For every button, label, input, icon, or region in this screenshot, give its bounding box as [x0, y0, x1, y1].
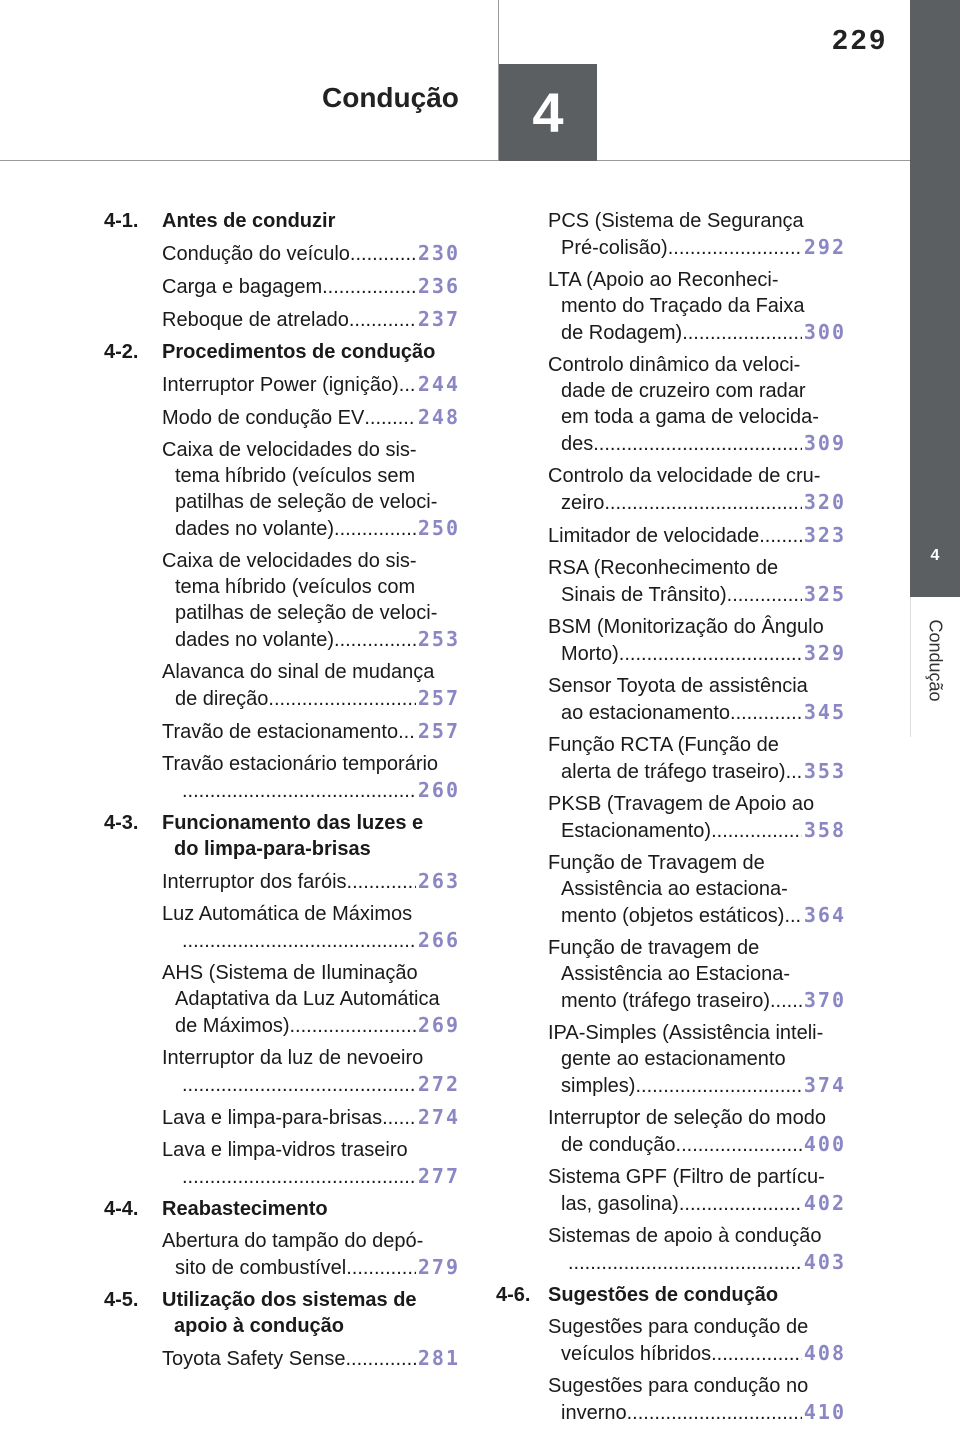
page-reference-link[interactable]: 400	[803, 1132, 846, 1156]
page-reference-link[interactable]: 250	[417, 516, 460, 540]
dot-leader	[627, 1400, 802, 1426]
dot-leader	[399, 372, 416, 398]
dot-leader	[668, 235, 802, 261]
entry-text-line: Sugestões para condução no	[548, 1375, 809, 1397]
entry-text-line: Toyota Safety Sense	[162, 1348, 346, 1370]
entry-text-line: LTA (Apoio ao Reconheci-	[548, 269, 779, 291]
toc-entry[interactable]	[548, 555, 846, 608]
page-reference-link[interactable]: 410	[803, 1400, 846, 1424]
toc-entry[interactable]	[162, 1104, 460, 1131]
entry-text-line: patilhas de seleção de veloci-	[175, 602, 438, 624]
toc-left-column	[104, 208, 460, 1378]
section-title-line: do limpa-para-brisas	[174, 838, 371, 860]
entry-text-line: zeiro	[561, 492, 605, 514]
entry-text-line: Sistemas de apoio à condução	[548, 1225, 822, 1247]
page-reference-link[interactable]: 236	[417, 274, 460, 298]
page-reference-link[interactable]: 402	[803, 1191, 846, 1215]
toc-entry[interactable]	[548, 791, 846, 844]
page-reference-link[interactable]: 353	[803, 759, 846, 783]
dot-leader	[635, 1073, 801, 1099]
toc-section-heading	[104, 339, 460, 365]
entry-text-line: Travão estacionário temporário	[162, 753, 439, 775]
section-title-line: Utilização dos sistemas de	[162, 1289, 417, 1311]
toc-entry[interactable]	[162, 1045, 460, 1098]
dot-leader	[382, 1105, 416, 1131]
entry-text-line: Condução do veículo	[162, 243, 350, 265]
dot-leader	[346, 1255, 416, 1281]
chapter-title: Condução	[322, 82, 459, 113]
entry-text-line: AHS (Sistema de Iluminação	[162, 962, 418, 984]
toc-entry[interactable]	[162, 960, 460, 1039]
entry-text-line: patilhas de seleção de veloci-	[175, 491, 438, 513]
dot-leader	[711, 1341, 802, 1367]
toc-entry[interactable]	[162, 404, 460, 431]
section-title	[162, 339, 460, 365]
dot-leader	[568, 1250, 802, 1276]
page-reference-link[interactable]: 274	[417, 1105, 460, 1129]
entry-text-line: Adaptativa da Luz Automática	[175, 988, 440, 1010]
toc-entry[interactable]	[548, 1105, 846, 1158]
toc-entry[interactable]	[162, 1137, 460, 1190]
page-reference-link[interactable]: 279	[417, 1255, 460, 1279]
section-number: 4-5.	[104, 1289, 139, 1311]
entry-text-line: Sistema GPF (Filtro de partícu-	[548, 1166, 825, 1188]
toc-entry[interactable]	[548, 1373, 846, 1426]
entry-text-line: Interruptor da luz de nevoeiro	[162, 1047, 424, 1069]
section-number: 4-1.	[104, 210, 139, 232]
page-reference-link[interactable]: 325	[803, 582, 846, 606]
entry-text-line: Interruptor dos faróis	[162, 871, 347, 893]
entry-text-line: tema híbrido (veículos com	[175, 576, 416, 598]
toc-section-heading	[104, 1196, 460, 1222]
entry-text-line: PCS (Sistema de Segurança	[548, 210, 804, 232]
page-reference-link[interactable]: 269	[417, 1013, 460, 1037]
toc-section-heading	[496, 1282, 846, 1308]
entry-text-line: simples)	[561, 1075, 636, 1097]
toc-section-heading	[104, 810, 460, 862]
dot-leader	[727, 582, 802, 608]
header-rule	[0, 160, 910, 161]
entry-text-line: de direção	[175, 688, 269, 710]
section-title	[162, 208, 460, 234]
dot-leader	[784, 903, 801, 929]
entry-text-line: PKSB (Travagem de Apoio ao	[548, 793, 815, 815]
entry-text-line: de condução	[561, 1134, 676, 1156]
page-reference-link[interactable]: 266	[417, 928, 460, 952]
toc-entry[interactable]	[162, 718, 460, 745]
toc-entry[interactable]	[162, 306, 460, 333]
section-title	[162, 810, 460, 862]
entry-text-line: Alavanca do sinal de mudança	[162, 661, 435, 683]
entry-text-line: Assistência ao Estaciona-	[561, 963, 791, 985]
entry-text-line: em toda a gama de velocida-	[561, 406, 819, 428]
dot-leader	[730, 700, 802, 726]
entry-text-line: Sensor Toyota de assistência	[548, 675, 808, 697]
section-number: 4-3.	[104, 812, 139, 834]
dot-leader	[364, 405, 416, 431]
toc-entry[interactable]	[548, 463, 846, 516]
page-reference-link[interactable]: 244	[417, 372, 460, 396]
entry-text-line: ao estacionamento	[561, 702, 731, 724]
dot-leader	[182, 778, 416, 804]
page-reference-link[interactable]: 364	[803, 903, 846, 927]
toc-entry[interactable]	[548, 1314, 846, 1367]
dot-leader	[759, 523, 802, 549]
page-reference-link[interactable]: 248	[417, 405, 460, 429]
toc-entry[interactable]	[548, 1223, 846, 1276]
page-reference-link[interactable]: 260	[417, 778, 460, 802]
entry-text-line: Caixa de velocidades do sis-	[162, 439, 417, 461]
page-reference-link[interactable]: 281	[417, 1346, 460, 1370]
toc-entry[interactable]	[162, 751, 460, 804]
toc-entry[interactable]	[548, 522, 846, 549]
page-reference-link[interactable]: 320	[803, 490, 846, 514]
dot-leader	[786, 759, 802, 785]
toc-entry[interactable]	[548, 732, 846, 785]
toc-section-heading	[104, 1287, 460, 1339]
page-reference-link[interactable]: 272	[417, 1072, 460, 1096]
page-reference-link[interactable]: 323	[803, 523, 846, 547]
page-reference-link[interactable]: 237	[417, 307, 460, 331]
page-reference-link[interactable]: 300	[803, 320, 846, 344]
section-title-line: apoio à condução	[174, 1315, 345, 1337]
toc-entry[interactable]	[162, 437, 460, 542]
page-number: 229	[832, 24, 888, 55]
entry-text-line: Lava e limpa-vidros traseiro	[162, 1139, 408, 1161]
page-reference-link[interactable]: 257	[417, 686, 460, 710]
entry-text-line: dade de cruzeiro com radar	[561, 380, 806, 402]
entry-text-line: Sugestões para condução de	[548, 1316, 809, 1338]
entry-text-line: mento do Traçado da Faixa	[561, 295, 805, 317]
page-reference-link[interactable]: 292	[803, 235, 846, 259]
entry-text-line: des	[561, 433, 594, 455]
toc-entry[interactable]	[162, 1228, 460, 1281]
toc-entry[interactable]	[162, 659, 460, 712]
entry-text-line: Estacionamento)	[561, 820, 712, 842]
entry-text-line: RSA (Reconhecimento de	[548, 557, 779, 579]
page-reference-link[interactable]: 329	[803, 641, 846, 665]
section-title-line: Sugestões de condução	[548, 1284, 779, 1306]
entry-text-line: Pré-colisão)	[561, 237, 668, 259]
entry-text-line: Função de travagem de	[548, 937, 760, 959]
dot-leader	[349, 307, 416, 333]
section-title-line: Antes de conduzir	[162, 210, 336, 232]
section-number: 4-2.	[104, 341, 139, 363]
dot-leader	[182, 928, 416, 954]
dot-leader	[182, 1164, 416, 1190]
entry-text-line: Controlo da velocidade de cru-	[548, 465, 821, 487]
entry-text-line: Função de Travagem de	[548, 852, 765, 874]
page-reference-link[interactable]: 345	[803, 700, 846, 724]
entry-text-line: de Rodagem)	[561, 322, 683, 344]
entry-text-line: Morto)	[561, 643, 619, 665]
page-reference-link[interactable]: 263	[417, 869, 460, 893]
section-number: 4-6.	[496, 1284, 531, 1306]
entry-text-line: tema híbrido (veículos sem	[175, 465, 416, 487]
entry-text-line: las, gasolina)	[561, 1193, 679, 1215]
dot-leader	[322, 274, 416, 300]
chapter-number-box: 4	[499, 64, 597, 161]
page-reference-link[interactable]: 257	[417, 719, 460, 743]
entry-text-line: inverno	[561, 1402, 627, 1424]
entry-text-line: Assistência ao estaciona-	[561, 878, 788, 900]
entry-text-line: dades no volante)	[175, 629, 335, 651]
side-tab-number[interactable]: 4	[910, 515, 960, 597]
entry-text-line: Controlo dinâmico da veloci-	[548, 354, 801, 376]
toc-entry[interactable]	[548, 352, 846, 457]
toc-entry[interactable]	[548, 614, 846, 667]
entry-text-line: Limitador de velocidade	[548, 525, 760, 547]
dot-leader	[593, 431, 802, 457]
section-number: 4-4.	[104, 1198, 139, 1220]
dot-leader	[676, 1132, 802, 1158]
page-reference-link[interactable]: 358	[803, 818, 846, 842]
toc-right-column	[496, 208, 846, 1432]
dot-leader	[398, 719, 416, 745]
dot-leader	[345, 1346, 415, 1372]
page-reference-link[interactable]: 374	[803, 1073, 846, 1097]
toc-entry[interactable]	[548, 673, 846, 726]
entry-text-line: Lava e limpa-para-brisas	[162, 1107, 383, 1129]
page-reference-link[interactable]: 277	[417, 1164, 460, 1188]
toc-entry[interactable]	[548, 935, 846, 1014]
page-reference-link[interactable]: 309	[803, 431, 846, 455]
dot-leader	[770, 988, 802, 1014]
entry-text-line: gente ao estacionamento	[561, 1048, 786, 1070]
entry-text-line: BSM (Monitorização do Ângulo	[548, 616, 824, 638]
entry-text-line: mento (objetos estáticos)	[561, 905, 785, 927]
section-title	[548, 1282, 846, 1308]
toc-entry[interactable]	[162, 273, 460, 300]
toc-entry[interactable]	[162, 901, 460, 954]
entry-text-line: sito de combustível	[175, 1257, 347, 1279]
dot-leader	[679, 1191, 802, 1217]
entry-text-line: Luz Automática de Máximos	[162, 903, 413, 925]
entry-text-line: Sinais de Trânsito)	[561, 584, 727, 606]
entry-text-line: Função RCTA (Função de	[548, 734, 779, 756]
toc-entry[interactable]	[162, 1345, 460, 1372]
entry-text-line: IPA-Simples (Assistência inteli-	[548, 1022, 824, 1044]
entry-text-line: Reboque de atrelado	[162, 309, 349, 331]
toc-entry[interactable]	[548, 208, 846, 261]
dot-leader	[334, 516, 416, 542]
dot-leader	[268, 686, 415, 712]
toc-entry[interactable]	[548, 850, 846, 929]
toc-entry[interactable]	[548, 1020, 846, 1099]
dot-leader	[350, 241, 416, 267]
section-title-line: Reabastecimento	[162, 1198, 328, 1220]
dot-leader	[182, 1072, 416, 1098]
toc-entry[interactable]	[548, 1164, 846, 1217]
section-title	[162, 1287, 460, 1339]
entry-text-line: mento (tráfego traseiro)	[561, 990, 770, 1012]
entry-text-line: alerta de tráfego traseiro)	[561, 761, 786, 783]
toc-entry[interactable]	[162, 240, 460, 267]
page-reference-link[interactable]: 403	[803, 1250, 846, 1274]
entry-text-line: Modo de condução EV	[162, 407, 365, 429]
page-reference-link[interactable]: 370	[803, 988, 846, 1012]
entry-text-line: Carga e bagagem	[162, 276, 323, 298]
entry-text-line: Interruptor de seleção do modo	[548, 1107, 826, 1129]
section-title-line: Procedimentos de condução	[162, 341, 436, 363]
entry-text-line: veículos híbridos	[561, 1343, 712, 1365]
entry-text-line: Caixa de velocidades do sis-	[162, 550, 417, 572]
entry-text-line: Abertura do tampão do depó-	[162, 1230, 424, 1252]
section-title	[162, 1196, 460, 1222]
toc-entry[interactable]	[162, 868, 460, 895]
entry-text-line: de Máximos)	[175, 1015, 290, 1037]
side-tab-label: Condução	[925, 619, 946, 702]
section-title-line: Funcionamento das luzes e	[162, 812, 424, 834]
dot-leader	[289, 1013, 415, 1039]
entry-text-line: Interruptor Power (ignição)	[162, 374, 399, 396]
toc-entry[interactable]	[548, 267, 846, 346]
dot-leader	[347, 869, 416, 895]
entry-text-line: Travão de estacionamento	[162, 721, 399, 743]
dot-leader	[604, 490, 802, 516]
page-reference-link[interactable]: 230	[417, 241, 460, 265]
toc-section-heading	[104, 208, 460, 234]
dot-leader	[334, 627, 416, 653]
toc-entry[interactable]	[162, 371, 460, 398]
dot-leader	[711, 818, 802, 844]
entry-text-line: dades no volante)	[175, 518, 335, 540]
page-reference-link[interactable]: 253	[417, 627, 460, 651]
dot-leader	[682, 320, 802, 346]
side-label-area	[910, 597, 960, 1362]
page-reference-link[interactable]: 408	[803, 1341, 846, 1365]
toc-entry[interactable]	[162, 548, 460, 653]
dot-leader	[619, 641, 802, 667]
